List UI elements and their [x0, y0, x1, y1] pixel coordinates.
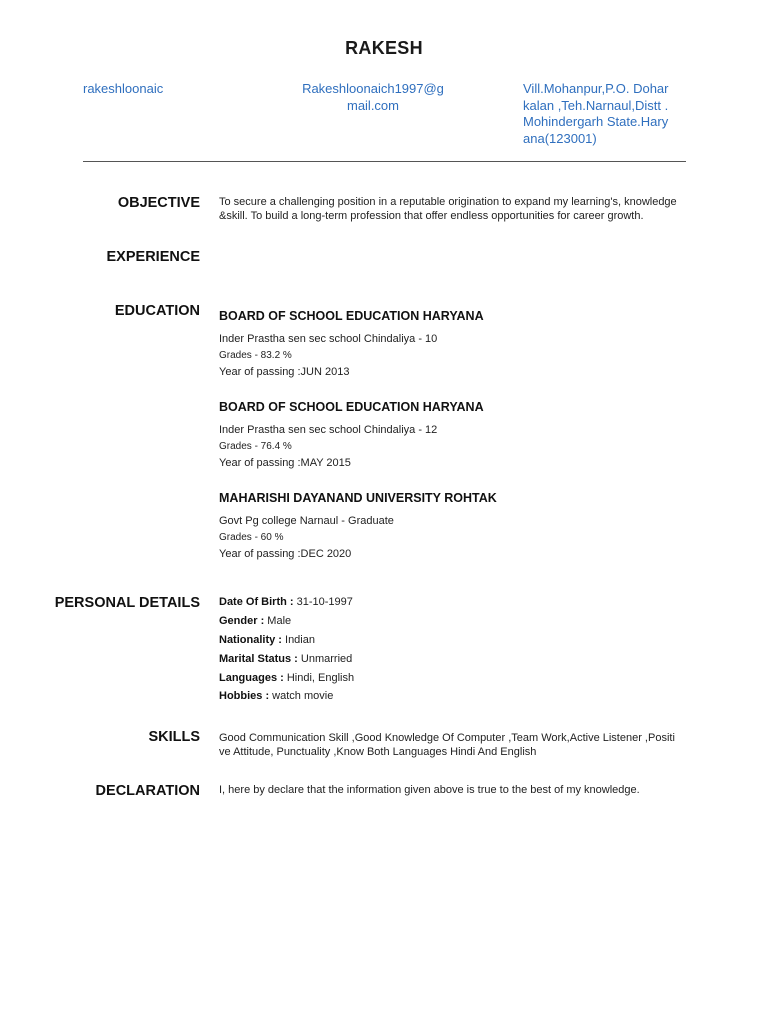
- languages-value: Hindi, English: [283, 672, 355, 684]
- education-grades-2: Grades - 76.4 %: [219, 441, 292, 452]
- skills-text: [219, 731, 733, 759]
- contact-username: rakeshloonaic: [83, 81, 164, 96]
- education-board-2: BOARD OF SCHOOL EDUCATION HARYANA: [219, 400, 484, 414]
- gender-value: Male: [264, 615, 292, 627]
- personal-languages-row: [219, 672, 354, 684]
- declaration-text: I, here by declare that the information given above is true to the best of my knowledge.: [219, 784, 640, 796]
- email-line-1: Rakeshloonaich1997@g: [302, 81, 444, 96]
- education-school-3: Govt Pg college Narnaul - Graduate: [219, 515, 394, 527]
- education-school-1: Inder Prastha sen sec school Chindaliya - 10: [219, 333, 438, 345]
- education-year-2: Year of passing :MAY 2015: [219, 457, 351, 469]
- marital-status-value: Unmarried: [297, 653, 353, 665]
- personal-details-heading: PERSONAL DETAILS: [54, 595, 200, 611]
- education-heading: EDUCATION: [114, 303, 200, 319]
- education-year-3: Year of passing :DEC 2020: [219, 548, 352, 560]
- dob-value: 31-10-1997: [293, 596, 353, 608]
- education-school-2: Inder Prastha sen sec school Chindaliya - 12: [219, 424, 438, 436]
- resume-name: RAKESH: [345, 38, 423, 58]
- email-line-2: mail.com: [346, 97, 399, 113]
- address-line-4: ana(123001): [523, 130, 597, 146]
- objective-text: [219, 195, 733, 223]
- nationality-label: Nationality :: [219, 634, 282, 646]
- languages-label: Languages :: [219, 672, 284, 684]
- experience-heading: EXPERIENCE: [106, 249, 200, 265]
- education-board-1: BOARD OF SCHOOL EDUCATION HARYANA: [219, 309, 484, 323]
- personal-dob-row: [219, 596, 353, 608]
- objective-line-2: &skill. To build a long-term profession that offer endless opportunities for career growth.: [219, 210, 644, 222]
- contact-email[interactable]: [290, 81, 456, 114]
- address-line-3: Mohindergarh State.Hary: [523, 114, 669, 129]
- address-line-1: Vill.Mohanpur,P.O. Dohar: [523, 81, 669, 96]
- objective-heading: OBJECTIVE: [117, 195, 200, 211]
- skills-line-1: Good Communication Skill ,Good Knowledge Of Computer ,Team Work,Active Listener ,Positi: [219, 732, 675, 744]
- education-grades-3: Grades - 60 %: [219, 532, 284, 543]
- marital-status-label: Marital Status :: [219, 653, 298, 665]
- gender-label: Gender :: [219, 615, 265, 627]
- personal-hobbies-row: [219, 690, 333, 702]
- objective-line-1: To secure a challenging position in a reputable origination to expand my learning's, knowledge: [219, 196, 677, 208]
- personal-gender-row: [219, 615, 291, 627]
- education-grades-1: Grades - 83.2 %: [219, 350, 292, 361]
- hobbies-label: Hobbies :: [219, 690, 270, 702]
- personal-marital-row: [219, 653, 352, 665]
- address-line-2: kalan ,Teh.Narnaul,Distt .: [523, 97, 669, 113]
- hobbies-value: watch movie: [269, 690, 334, 702]
- skills-line-2: ve Attitude, Punctuality ,Know Both Languages Hindi And English: [219, 746, 537, 758]
- dob-label: Date Of Birth :: [219, 596, 294, 608]
- personal-nationality-row: [219, 634, 315, 646]
- declaration-heading: DECLARATION: [95, 783, 200, 799]
- skills-heading: SKILLS: [148, 729, 200, 745]
- education-year-1: Year of passing :JUN 2013: [219, 366, 350, 378]
- education-board-3: MAHARISHI DAYANAND UNIVERSITY ROHTAK: [219, 491, 497, 505]
- header-divider: [83, 161, 686, 162]
- nationality-value: Indian: [281, 634, 315, 646]
- contact-address: [523, 81, 691, 147]
